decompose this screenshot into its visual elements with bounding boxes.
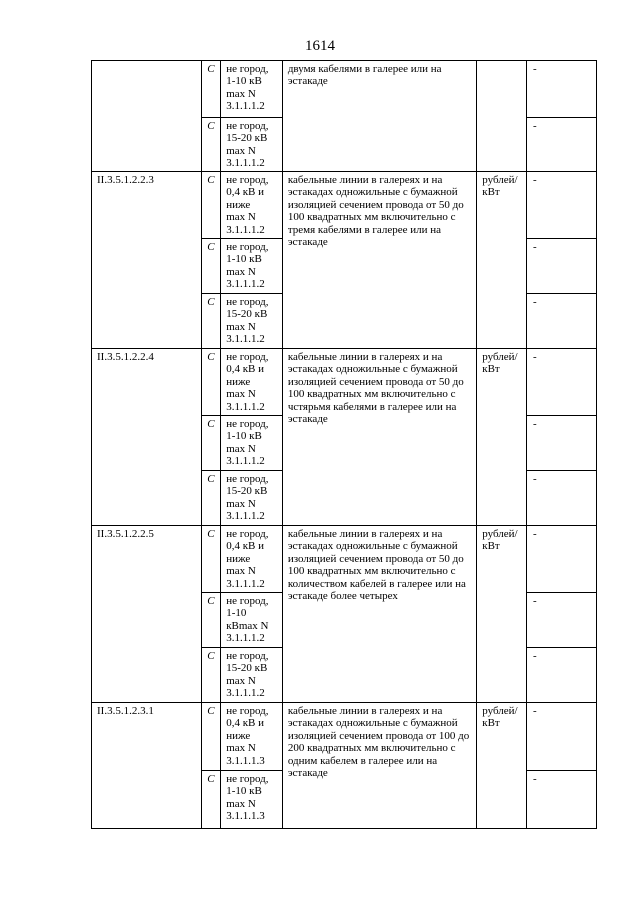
row-voltage-level: не город, 1-10 кВ max N 3.1.1.1.2 — [221, 61, 283, 118]
row-unit: рублей/ кВт — [477, 703, 527, 829]
row-category: С — [202, 118, 221, 172]
row-description: кабельные линии в галереях и на эстакадах одножильные с бумажной изоляцией сечением провода от 100 до 200 квадратных мм включительно с одним кабелем в галерее или на эстакаде — [282, 703, 476, 829]
row-voltage-level: не город, 1-10 кВ max N 3.1.1.1.2 — [221, 239, 283, 294]
row-category: С — [202, 239, 221, 294]
row-description: двумя кабелями в галерее или на эстакаде — [282, 61, 476, 172]
row-voltage-level: не город, 0,4 кВ и ниже max N 3.1.1.1.3 — [221, 703, 283, 771]
row-value: - — [527, 239, 597, 294]
tariff-table — [91, 60, 597, 829]
row-unit: рублей/ кВт — [477, 526, 527, 703]
page-number: 1614 — [305, 38, 335, 54]
table-row — [92, 526, 597, 593]
row-description: кабельные линии в галереях и на эстакадах одножильные с бумажной изоляцией сечением провода от 50 до 100 квадратных мм включительно с количеством кабелей в галерее или на эстакаде более четырех — [282, 526, 476, 703]
row-category: С — [202, 593, 221, 648]
row-value: - — [527, 593, 597, 648]
row-unit: рублей/ кВт — [477, 349, 527, 526]
row-value: - — [527, 703, 597, 771]
row-voltage-level: не город, 1-10 кВ max N 3.1.1.1.2 — [221, 416, 283, 471]
row-voltage-level: не город, 0,4 кВ и ниже max N 3.1.1.1.2 — [221, 172, 283, 239]
row-category: С — [202, 771, 221, 829]
row-category: С — [202, 172, 221, 239]
table-row — [92, 61, 597, 118]
row-code: II.3.5.1.2.2.4 — [92, 349, 202, 526]
row-value: - — [527, 172, 597, 239]
row-category: С — [202, 703, 221, 771]
row-value: - — [527, 771, 597, 829]
row-code — [92, 61, 202, 172]
row-value: - — [527, 349, 597, 416]
table-row — [92, 349, 597, 416]
row-category: С — [202, 471, 221, 526]
row-code: II.3.5.1.2.2.5 — [92, 526, 202, 703]
row-voltage-level: не город, 0,4 кВ и ниже max N 3.1.1.1.2 — [221, 349, 283, 416]
row-description: кабельные линии в галереях и на эстакадах одножильные с бумажной изоляцией сечением провода от 50 до 100 квадратных мм включительно с чстярьмя кабелями в галерее или на эстакаде — [282, 349, 476, 526]
row-value: - — [527, 61, 597, 118]
row-voltage-level: не город, 15-20 кВ max N 3.1.1.1.2 — [221, 648, 283, 703]
row-value: - — [527, 416, 597, 471]
row-value: - — [527, 294, 597, 349]
row-code: II.3.5.1.2.3.1 — [92, 703, 202, 829]
row-value: - — [527, 471, 597, 526]
row-category: С — [202, 416, 221, 471]
row-voltage-level: не город, 0,4 кВ и ниже max N 3.1.1.1.2 — [221, 526, 283, 593]
row-category: С — [202, 294, 221, 349]
row-value: - — [527, 526, 597, 593]
table-row — [92, 172, 597, 239]
row-description: кабельные линии в галереях и на эстакадах одножильные с бумажной изоляцией сечением провода от 50 до 100 квадратных мм включительно с тремя кабелями в галерее или на эстакаде — [282, 172, 476, 349]
row-category: С — [202, 648, 221, 703]
row-value: - — [527, 118, 597, 172]
row-voltage-level: не город, 1-10 кВ max N 3.1.1.1.3 — [221, 771, 283, 829]
row-voltage-level: не город, 15-20 кВ max N 3.1.1.1.2 — [221, 471, 283, 526]
row-unit: рублей/ кВт — [477, 172, 527, 349]
row-category: С — [202, 349, 221, 416]
row-unit — [477, 61, 527, 172]
row-voltage-level: не город, 1-10 кВmax N 3.1.1.1.2 — [221, 593, 283, 648]
row-code: II.3.5.1.2.2.3 — [92, 172, 202, 349]
row-value: - — [527, 648, 597, 703]
row-voltage-level: не город, 15-20 кВ max N 3.1.1.1.2 — [221, 118, 283, 172]
row-category: С — [202, 526, 221, 593]
row-category: С — [202, 61, 221, 118]
table-row — [92, 703, 597, 771]
row-voltage-level: не город, 15-20 кВ max N 3.1.1.1.2 — [221, 294, 283, 349]
